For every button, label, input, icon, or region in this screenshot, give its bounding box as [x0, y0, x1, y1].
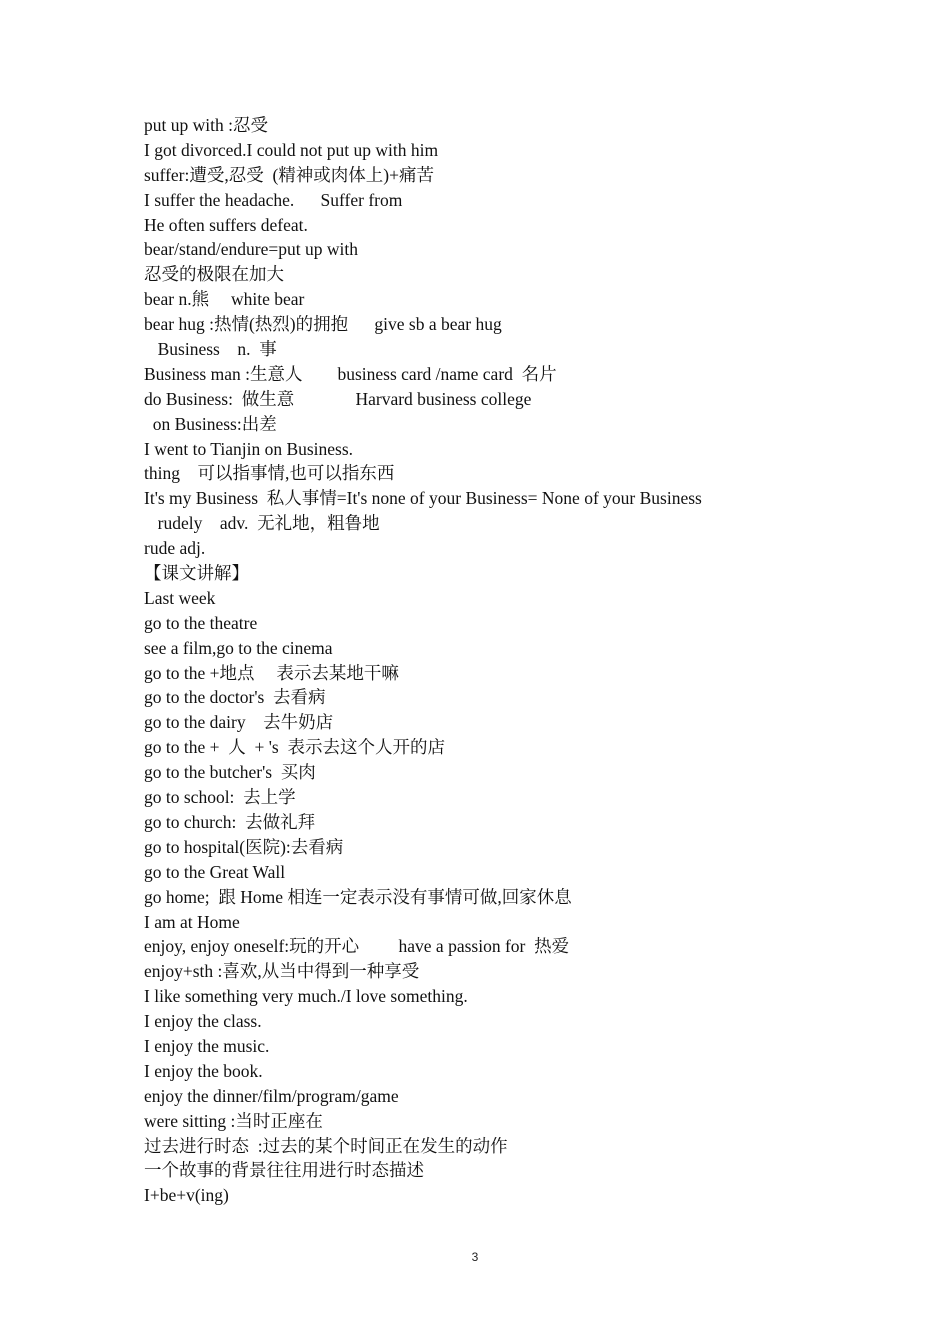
text-line: I enjoy the music. — [144, 1035, 270, 1056]
text-line: go to the doctor's 去看病 — [144, 687, 326, 708]
text-line: I enjoy the book. — [144, 1060, 263, 1081]
text-line: Business man :生意人 business card /name card 名片 — [144, 363, 557, 384]
text-line: go to the Great Wall — [144, 861, 286, 882]
text-line: go to the butcher's 买肉 — [144, 762, 316, 783]
text-line: 过去进行时态 :过去的某个时间正在发生的动作 — [144, 1135, 508, 1156]
text-line: rude adj. — [144, 538, 206, 559]
text-line: go to the theatre — [144, 612, 258, 633]
text-line: go to hospital(医院):去看病 — [144, 836, 344, 857]
text-line: go home; 跟 Home 相连一定表示没有事情可做,回家休息 — [144, 886, 572, 907]
text-line: go to the dairy 去牛奶店 — [144, 712, 334, 733]
text-line: were sitting :当时正座在 — [144, 1110, 323, 1131]
text-line: go to school: 去上学 — [144, 787, 296, 808]
text-line: Last week — [144, 587, 216, 608]
section-heading: 【课文讲解】 — [144, 563, 249, 584]
text-line: do Business: 做生意 Harvard business college — [144, 388, 532, 409]
text-line: enjoy+sth :喜欢,从当中得到一种享受 — [144, 961, 420, 982]
text-line: 忍受的极限在加大 — [144, 264, 284, 285]
text-line: go to the +地点 表示去某地干嘛 — [144, 662, 399, 683]
text-line: I am at Home — [144, 911, 240, 932]
text-line: I went to Tianjin on Business. — [144, 438, 354, 459]
text-line: go to the + 人 + 's 表示去这个人开的店 — [144, 737, 445, 758]
text-line: suffer:遭受,忍受 (精神或肉体上)+痛苦 — [144, 164, 435, 185]
document-body — [144, 113, 904, 1208]
text-line: rudely adv. 无礼地，粗鲁地 — [144, 513, 371, 534]
text-line: 一个故事的背景往往用进行时态描述 — [144, 1160, 424, 1181]
text-line: bear hug :热情(热烈)的拥抱 give sb a bear hug — [144, 314, 502, 335]
text-line: go to church: 去做礼拜 — [144, 811, 316, 832]
text-line: on Business:出差 — [144, 413, 277, 434]
page-number: 3 — [471, 1250, 479, 1264]
text-line: bear/stand/endure=put up with — [144, 239, 358, 260]
text-line: I+be+v(ing) — [144, 1185, 229, 1206]
text-line: Business n. 事 — [144, 339, 268, 360]
text-line: I suffer the headache. Suffer from — [144, 189, 403, 210]
text-line: thing 可以指事情,也可以指东西 — [144, 463, 395, 484]
text-line: He often suffers defeat. — [144, 214, 308, 235]
text-line: see a film,go to the cinema — [144, 637, 333, 658]
text-line: enjoy, enjoy oneself:玩的开心 have a passion for 热爱 — [144, 936, 570, 957]
text-line: put up with :忍受 — [144, 115, 268, 135]
text-line: enjoy the dinner/film/program/game — [144, 1085, 399, 1106]
text-line: I got divorced.I could not put up with him — [144, 139, 439, 160]
text-line: It's my Business 私人事情=It's none of your Business= None of your Business — [144, 488, 702, 509]
text-line: I enjoy the class. — [144, 1011, 262, 1032]
text-line: I like something very much./I love something. — [144, 986, 468, 1007]
text-line: bear n.熊 white bear — [144, 289, 305, 310]
